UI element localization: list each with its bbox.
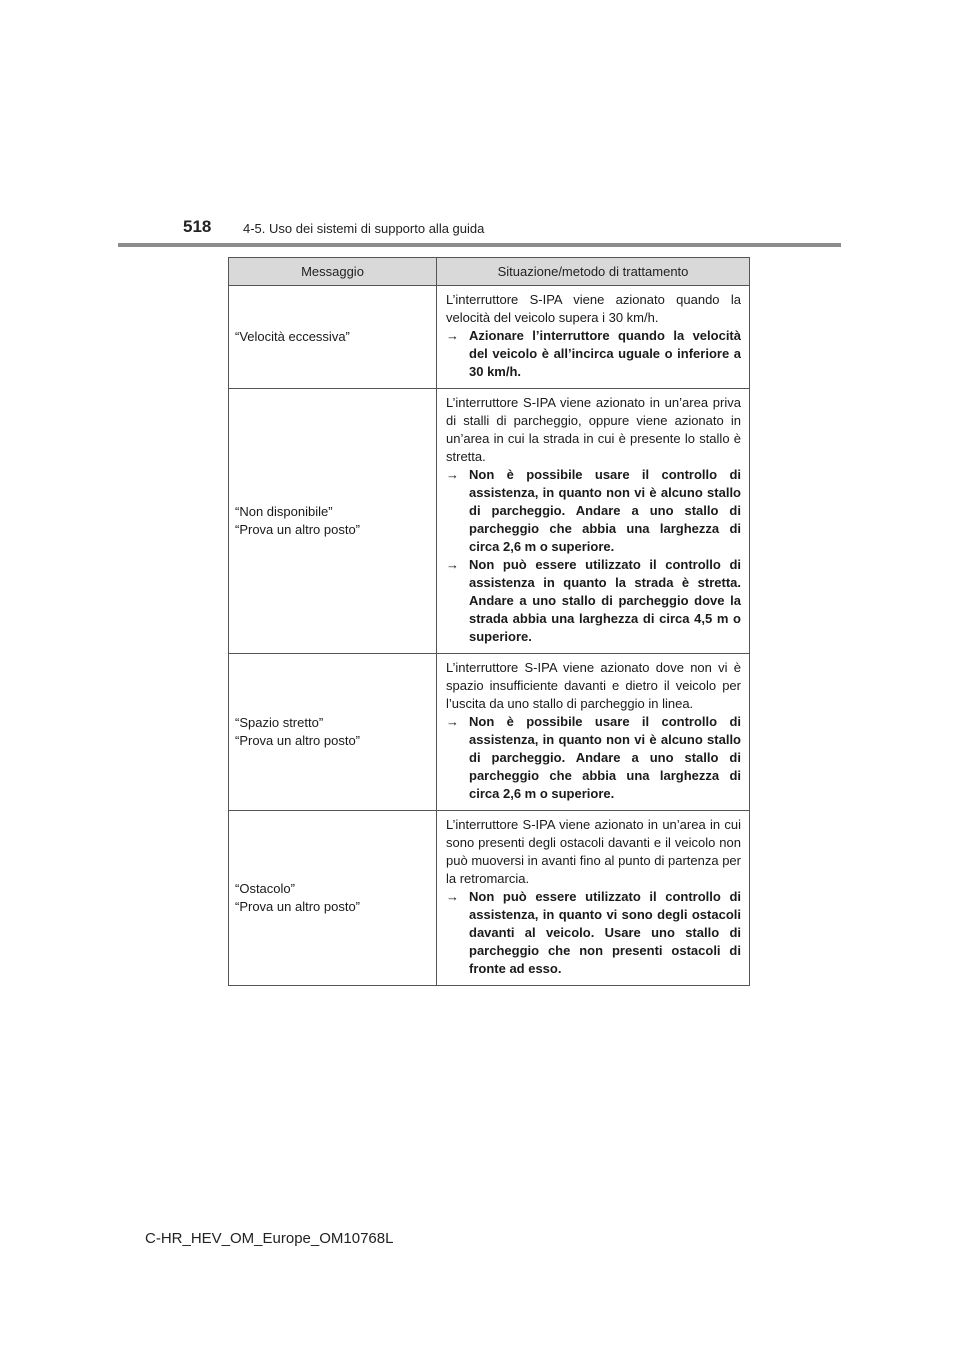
situation-cell — [437, 286, 750, 389]
action-item — [446, 466, 741, 556]
table-row — [229, 389, 750, 654]
message-text: “Prova un altro posto” — [235, 733, 361, 748]
message-cell — [229, 286, 437, 389]
situation-cell — [437, 654, 750, 811]
situation-text: L’interruttore S-IPA viene azionato in un’area priva di stalli di parcheggio, oppure viene azionato in un’area in cui la strada in cui è presente lo stallo è stretta. — [446, 395, 741, 464]
action-text: Non può essere utilizzato il controllo di assistenza, in quanto vi sono degli ostacoli davanti al veicolo. Usare uno stallo di parcheggio che non presenti ostacoli di fronte ad esso. — [469, 889, 741, 976]
message-text: “Prova un altro posto” — [235, 899, 361, 914]
situation-text: L’interruttore S-IPA viene azionato in un’area in cui sono presenti degli ostacoli davanti e il veicolo non può muoversi in avanti fino al punto di partenza per la retromarcia. — [446, 817, 741, 886]
arrow-icon: → — [446, 328, 459, 343]
document-code: C-HR_HEV_OM_Europe_OM10768L — [145, 1230, 394, 1247]
action-text: Non è possibile usare il controllo di assistenza, in quanto non vi è alcuno stallo di parcheggio. Andare a uno stallo di parcheggio che abbia una larghezza di circa 2,6 m o superiore. — [469, 714, 741, 801]
action-text: Non è possibile usare il controllo di assistenza, in quanto non vi è alcuno stallo di parcheggio. Andare a uno stallo di parcheggio che abbia una larghezza di circa 2,6 m o superiore. — [469, 467, 741, 554]
arrow-icon: → — [446, 557, 459, 572]
column-header-message: Messaggio — [229, 258, 437, 286]
message-cell — [229, 389, 437, 654]
message-text: “Prova un altro posto” — [235, 522, 361, 537]
table-row — [229, 811, 750, 986]
situation-text: L’interruttore S-IPA viene azionato dove non vi è spazio insufficiente davanti e dietro il veicolo per l’uscita da uno stallo di parcheggio in linea. — [446, 660, 741, 711]
table-row — [229, 654, 750, 811]
message-table — [228, 257, 750, 986]
message-cell — [229, 654, 437, 811]
column-header-situation: Situazione/metodo di trattamento — [437, 258, 750, 286]
situation-cell — [437, 389, 750, 654]
action-item — [446, 713, 741, 803]
action-item — [446, 888, 741, 978]
action-text: Non può essere utilizzato il controllo di assistenza in quanto la strada è stretta. Andare a uno stallo di parcheggio dove la strada abbia una larghezza di circa 4,5 m o superiore. — [469, 557, 741, 644]
message-text: “Non disponibile” — [235, 504, 333, 519]
table-header-row — [229, 258, 750, 286]
action-item — [446, 327, 741, 381]
action-text: Azionare l’interruttore quando la velocità del veicolo è all’incirca uguale o inferiore a 30 km/h. — [469, 328, 741, 379]
situation-cell — [437, 811, 750, 986]
message-text: “Spazio stretto” — [235, 715, 324, 730]
arrow-icon: → — [446, 467, 459, 482]
arrow-icon: → — [446, 889, 459, 904]
arrow-icon: → — [446, 714, 459, 729]
page-number: 518 — [183, 217, 212, 236]
situation-text: L’interruttore S-IPA viene azionato quando la velocità del veicolo supera i 30 km/h. — [446, 292, 741, 325]
action-item — [446, 556, 741, 646]
message-text: “Ostacolo” — [235, 881, 295, 896]
message-cell — [229, 811, 437, 986]
section-title: 4-5. Uso dei sistemi di supporto alla guida — [243, 221, 485, 236]
table-row — [229, 286, 750, 389]
header-rule — [118, 243, 841, 247]
message-text: “Velocità eccessiva” — [235, 329, 350, 344]
